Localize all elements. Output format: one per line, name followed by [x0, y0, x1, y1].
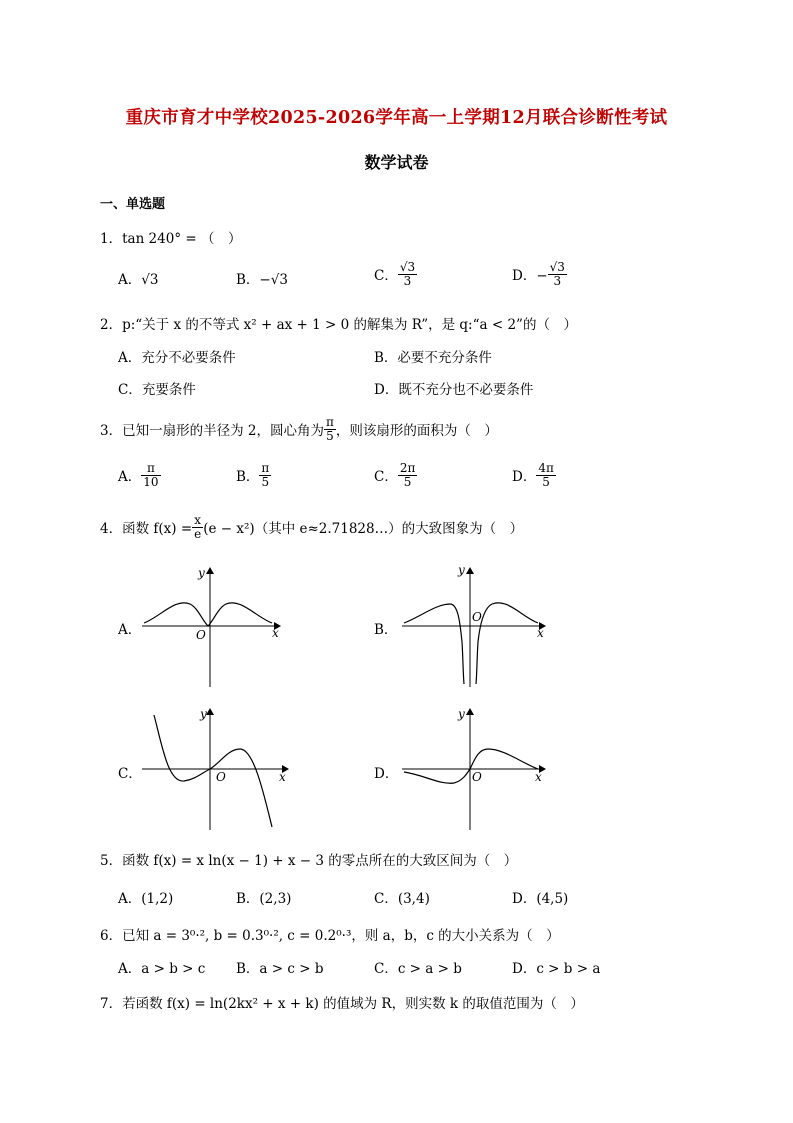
q1-option-c: C． $\frac{√3}{3}$	[374, 260, 416, 288]
q2-option-a: A．充分不必要条件	[118, 350, 236, 366]
q3-option-b: B． $\frac{\pi}{5}$	[236, 461, 270, 489]
y-label: y	[198, 566, 205, 580]
section-heading: 一、单选题	[100, 197, 166, 212]
exam-subtitle: 数学试卷	[364, 153, 429, 172]
q1-option-a: A．√3	[118, 272, 159, 288]
question-3-stem: 3．已知一扇形的半径为 2，圆心角为 $\frac{\pi}{5}$ ，则该扇形的面积为（ ）	[100, 415, 498, 443]
q4-option-c-label: C．	[118, 766, 142, 782]
curve	[154, 715, 272, 827]
q2-option-b: B．必要不充分条件	[374, 350, 492, 366]
origin-label: O	[472, 770, 482, 784]
exam-title: 重庆市育才中学校2025-2026学年高一上学期12月联合诊断性考试	[125, 108, 668, 128]
q6-option-d: D．c > b > a	[512, 961, 601, 977]
q2-option-c: C．充要条件	[118, 382, 196, 398]
q5-option-b: B．(2,3)	[236, 891, 292, 907]
q4-option-b-label: B．	[374, 622, 398, 638]
q4-graph-c	[140, 705, 290, 833]
question-2-stem: 2．p:“关于 x 的不等式 x² + ax + 1 > 0 的解集为 R”，是 q:“a < 2”的（ ）	[100, 317, 577, 333]
q5-option-a: A．(1,2)	[118, 891, 174, 907]
q4-option-a-label: A．	[118, 622, 142, 638]
q2-option-d: D．既不充分也不必要条件	[374, 382, 534, 398]
q3-option-a: A． $\frac{\pi}{10}$	[118, 461, 159, 489]
question-1-stem: 1．tan 240° = （ ）	[100, 231, 242, 247]
x-label: x	[272, 626, 279, 640]
q6-option-b: B．a > c > b	[236, 961, 324, 977]
q4-graph-d	[400, 705, 550, 833]
question-6-stem: 6．已知 a = 3⁰·², b = 0.3⁰·², c = 0.2⁰·³，则 a，b，c 的大小关系为（ ）	[100, 928, 560, 944]
x-label: x	[537, 626, 544, 640]
q5-option-c: C．(3,4)	[374, 891, 430, 907]
curve	[404, 749, 538, 783]
q6-option-a: A．a > b > c	[118, 961, 206, 977]
curve-left	[404, 604, 464, 684]
question-7-stem: 7．若函数 f(x) = ln(2kx² + x + k) 的值域为 R，则实数 k 的取值范围为（ ）	[100, 996, 584, 1012]
question-5-stem: 5．函数 f(x) = x ln(x − 1) + x − 3 的零点所在的大致区间为（ ）	[100, 853, 518, 869]
question-4-stem: 4．函数 f(x) = $\frac{x}{e}$ (e − x²)（其中 e≈2.71828…）的大致图象为（ ）	[100, 513, 524, 541]
origin-label: O	[196, 628, 206, 642]
q5-option-d: D．(4,5)	[512, 891, 569, 907]
q4-graph-a	[140, 562, 290, 690]
curve	[144, 603, 272, 626]
origin-label: O	[472, 610, 482, 624]
q3-option-d: D． $\frac{4\pi}{5}$	[512, 461, 554, 489]
origin-label: O	[216, 770, 226, 784]
y-label: y	[458, 707, 465, 721]
x-label: x	[279, 770, 286, 784]
y-label: y	[458, 563, 465, 577]
y-label: y	[200, 707, 207, 721]
curve-right	[476, 603, 538, 684]
q3-option-c: C． $\frac{2\pi}{5}$	[374, 461, 416, 489]
x-label: x	[535, 770, 542, 784]
q4-option-d-label: D．	[374, 766, 399, 782]
q1-option-b: B．−√3	[236, 272, 288, 288]
q6-option-c: C．c > a > b	[374, 961, 462, 977]
q1-option-d: D．− $\frac{√3}{3}$	[512, 260, 565, 288]
q4-graph-b	[400, 562, 550, 690]
